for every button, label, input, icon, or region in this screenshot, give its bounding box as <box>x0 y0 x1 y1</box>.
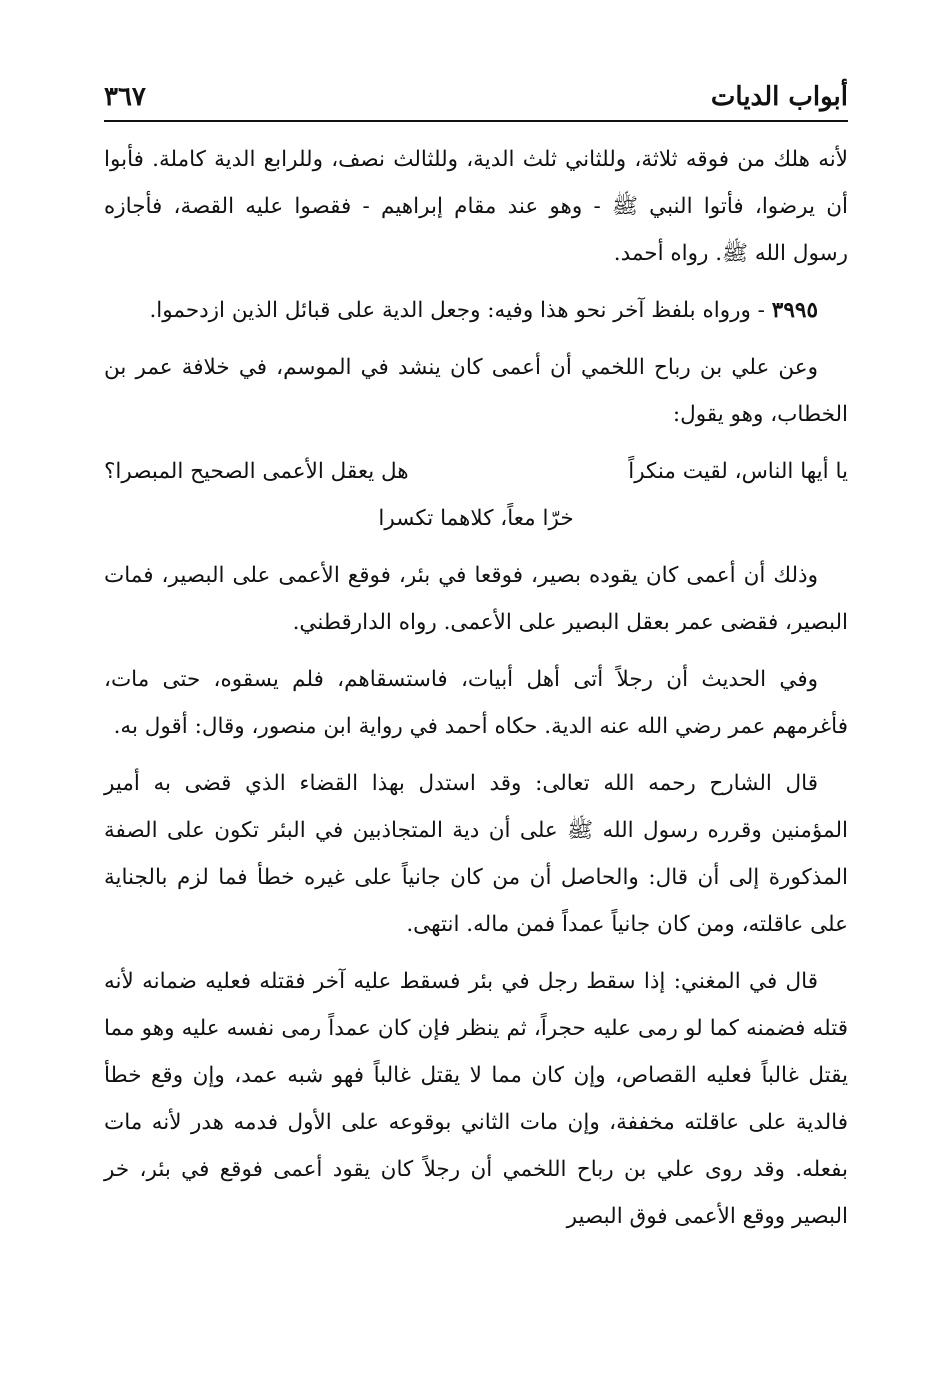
poem-hemistich-1: يا أيها الناس، لقيت منكراً <box>628 459 848 484</box>
poem-line-1 <box>104 448 848 495</box>
paragraph-7 <box>104 958 848 1240</box>
paragraph-5-text: وفي الحديث أن رجلاً أتى أهل أبيات، فاستسقاهم، فلم يسقوه، حتى مات، فأغرمهم عمر رضي الله عنه الدية. حكاه أحمد في رواية ابن منصور، وقال: أقول به. <box>104 667 848 739</box>
paragraph-2 <box>104 287 848 334</box>
paragraph-4-text: وذلك أن أعمى كان يقوده بصير، فوقعا في بئر، فوقع الأعمى على البصير، فمات البصير، فقضى عمر بعقل البصير على الأعمى. رواه الدارقطني. <box>104 563 848 635</box>
paragraph-2-text: - ورواه بلفظ آخر نحو هذا وفيه: وجعل الدية على قبائل الذين ازدحموا. <box>149 298 772 323</box>
poem-line-2: خرّا معاً، كلاهما تكسرا <box>378 506 574 531</box>
paragraph-4 <box>104 552 848 646</box>
poem <box>104 448 848 542</box>
paragraph-5 <box>104 656 848 750</box>
poem-hemistich-2: هل يعقل الأعمى الصحيح المبصرا؟ <box>104 459 409 484</box>
paragraph-7-text: قال في المغني: إذا سقط رجل في بئر فسقط عليه آخر فقتله فعليه ضمانه لأنه قتله فضمنه كما لو رمى عليه حجراً، ثم ينظر فإن كان عمداً رمى نفسه عليه وهو مما يقتل غالباً فعليه القصاص، وإن كان مما لا يقتل غالباً فهو شبه عمد، وإن وقع خطأ فالدية على عاقلته مخففة، وإن مات الثاني بوقوعه على الأول فدمه هدر لأنه مات بفعله. وقد روى علي بن رباح اللخمي أن رجلاً كان يقود أعمى فوقع في بئر، خر البصير ووقع الأعمى فوق البصير <box>104 969 848 1229</box>
paragraph-3-text: وعن علي بن رباح اللخمي أن أعمى كان ينشد في الموسم، في خلافة عمر بن الخطاب، وهو يقول: <box>104 355 848 427</box>
running-title: أبواب الديات <box>710 82 848 112</box>
page-header <box>104 78 848 122</box>
paragraph-3 <box>104 344 848 438</box>
paragraph-6-text: قال الشارح رحمه الله تعالى: وقد استدل بهذا القضاء الذي قضى به أمير المؤمنين وقرره رسول الله ﷺ على أن دية المتجاذبين في البئر تكون على الصفة المذكورة إلى أن قال: والحاصل أن من كان جانياً على غيره خطأ فما لزم بالجناية على عاقلته، ومن كان جانياً عمداً فمن ماله. انتهى. <box>104 771 848 937</box>
page-number: ٣٦٧ <box>104 82 146 112</box>
hadith-number: ٣٩٩٥ <box>771 298 818 323</box>
paragraph-6 <box>104 760 848 948</box>
document-page <box>104 78 848 1378</box>
paragraph-1: لأنه هلك من فوقه ثلاثة، وللثاني ثلث الدية، وللثالث نصف، وللرابع الدية كاملة. فأبوا أن يرضوا، فأتوا النبي ﷺ - وهو عند مقام إبراهيم - فقصوا عليه القصة، فأجازه رسول الله ﷺ. رواه أحمد. <box>104 147 848 266</box>
